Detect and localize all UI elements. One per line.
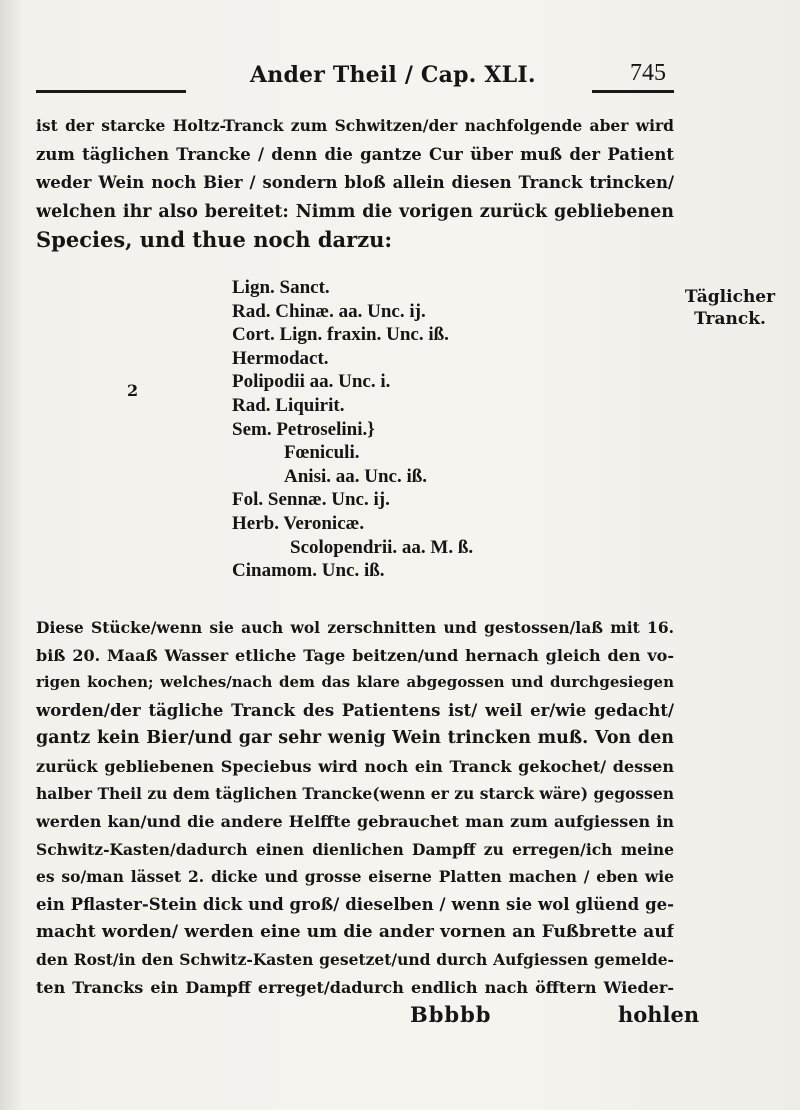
recipe-item: Cort. Lign. fraxin. Unc. iß. (232, 324, 449, 346)
recipe-item: Sem. Petroselini.} (232, 418, 375, 440)
marginal-note-line: Täglicher (684, 287, 776, 307)
recipe-item: Herb. Veronicæ. (232, 512, 365, 534)
text-line: ein Pflaster-Stein dick und groß/ dieselben / wenn sie wol glüend ge- (36, 895, 674, 915)
recipe-item: Fœniculi. (284, 442, 360, 464)
text-line: zum täglichen Trancke / denn die gantze Cur über muß der Patient (36, 144, 674, 164)
text-line: ist der starcke Holtz-Tranck zum Schwitzen/der nachfolgende aber wird (36, 116, 674, 135)
header-rule-left (36, 90, 186, 93)
stray-mark: 2 (127, 381, 139, 400)
recipe-item: Rad. Liquirit. (232, 394, 345, 416)
text-line: Species, und thue noch darzu: (36, 227, 393, 252)
paragraph-1 (36, 112, 674, 255)
marginal-note-line: Tranck. (694, 309, 766, 329)
text-line: es so/man lässet 2. dicke und grosse eiserne Platten machen / eben wie (36, 867, 674, 887)
recipe-item: Rad. Chinæ. aa. Unc. ij. (232, 300, 426, 322)
text-line: Schwitz-Kasten/dadurch einen dienlichen Dampff zu erregen/ich meine (36, 839, 674, 859)
text-line: macht worden/ werden eine um die ander vornen an Fußbrette auf (36, 921, 674, 942)
page-number: 745 (630, 60, 666, 86)
text-line: halber Theil zu dem täglichen Trancke(wenn er zu starck wäre) gegossen (36, 784, 674, 804)
paragraph-2 (36, 614, 674, 1002)
text-line: ten Trancks ein Dampff erreget/dadurch endlich nach öfftern Wieder- (36, 978, 674, 998)
text-line: biß 20. Maaß Wasser etliche Tage beitzen/und hernach gleich den vo- (36, 645, 674, 665)
text-line: gantz kein Bier/und gar sehr wenig Wein trincken muß. Von den (36, 727, 674, 748)
running-title: Ander Theil / Cap. XLI. (250, 62, 536, 88)
header-rule-right (592, 90, 674, 93)
text-line: rigen kochen; welches/nach dem das klare abgegossen und durchgesiegen (36, 673, 674, 692)
text-line: worden/der tägliche Tranck des Patientens ist/ weil er/wie gedacht/ (36, 701, 674, 721)
page-footer (0, 1002, 800, 1042)
recipe-item: Anisi. aa. Unc. iß. (284, 465, 428, 487)
text-line: weder Wein noch Bier / sondern bloß allein diesen Tranck trincken/ (36, 173, 674, 192)
recipe-item: Polipodii aa. Unc. i. (232, 371, 391, 393)
recipe-list (232, 276, 562, 583)
text-line: Diese Stücke/wenn sie auch wol zerschnitten und gestossen/laß mit 16. (36, 618, 674, 637)
catchword: hohlen (618, 1002, 700, 1027)
text-line: werden kan/und die andere Helffte gebrauchet man zum aufgiessen in (36, 811, 674, 831)
recipe-item: Hermodact. (232, 347, 329, 369)
text-line: den Rost/in den Schwitz-Kasten gesetzet/und durch Aufgiessen gemelde- (36, 950, 674, 970)
signature-mark: Bbbbb (410, 1002, 492, 1027)
recipe-item: Cinamom. Unc. iß. (232, 560, 385, 582)
marginal-note (680, 286, 780, 330)
recipe-item: Fol. Sennæ. Unc. ij. (232, 489, 390, 511)
text-line: zurück gebliebenen Speciebus wird noch ein Tranck gekochet/ dessen (36, 756, 674, 776)
recipe-item: Lign. Sanct. (232, 277, 330, 298)
recipe-item: Scolopendrii. aa. M. ß. (290, 536, 474, 558)
text-line: welchen ihr also bereitet: Nimm die vorigen zurück gebliebenen (36, 201, 674, 222)
